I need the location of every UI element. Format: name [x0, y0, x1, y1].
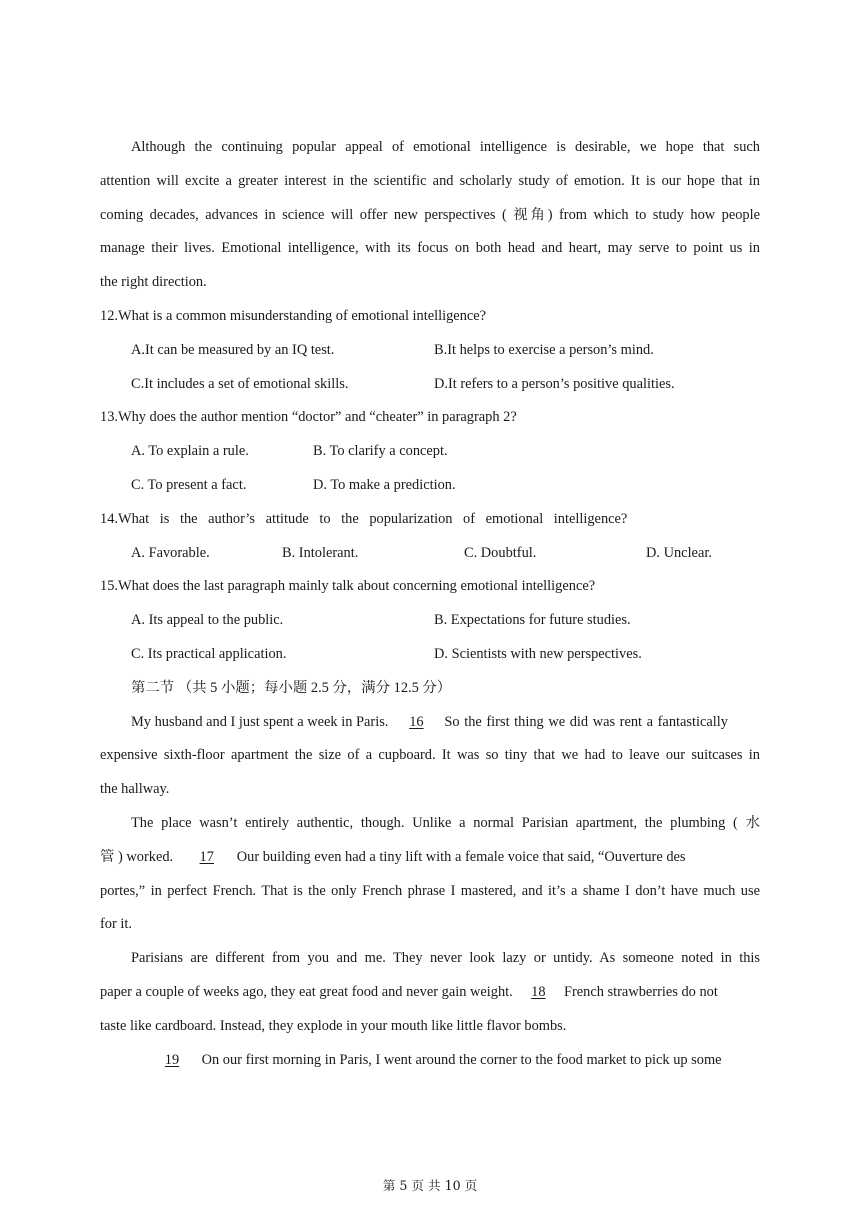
option-d: D.It refers to a person’s positive qualities. [434, 375, 675, 392]
text-segment: French strawberries do not [563, 983, 718, 1000]
option-c: C. Its practical application. [131, 645, 287, 662]
text-segment: 管 ) worked. [100, 848, 174, 865]
text-segment: So the first thing we did was rent a fantastically [444, 713, 728, 730]
option-d: D. Scientists with new perspectives. [434, 645, 642, 662]
option-b: B. Expectations for future studies. [434, 612, 631, 629]
option-row [100, 537, 760, 571]
question-stem: 14.What is the author’s attitude to the popularization of emotional intelligence? [100, 510, 628, 527]
text-segment: My husband and I just spent a week in Paris. [131, 713, 389, 730]
passage-line: the hallway. [100, 781, 170, 798]
passage-line [100, 706, 760, 740]
question-stem: 12.What is a common misunderstanding of emotional intelligence? [100, 307, 487, 324]
passage-line [100, 1044, 760, 1078]
option-c: C. Doubtful. [464, 544, 537, 561]
option-row [100, 334, 760, 368]
option-row [100, 435, 760, 469]
option-b: B.It helps to exercise a person’s mind. [434, 341, 654, 358]
text-segment: Our building even had a tiny lift with a female voice that said, “Ouverture des [236, 848, 686, 865]
option-c: C. To present a fact. [131, 476, 247, 493]
text-segment: paper a couple of weeks ago, they eat great food and never gain weight. [100, 983, 513, 1000]
option-a: A. Favorable. [131, 544, 210, 561]
passage-line: The place wasn’t entirely authentic, though. Unlike a normal Parisian apartment, the plumbing ( 水 [131, 814, 760, 831]
cloze-paragraph-2 [100, 807, 760, 942]
option-row [100, 638, 760, 672]
question-stem: 15.What does the last paragraph mainly talk about concerning emotional intelligence? [100, 578, 596, 595]
question-15 [100, 570, 760, 671]
passage-line: expensive sixth-floor apartment the size of a cupboard. It was so tiny that we had to leave our suitcases in [100, 747, 760, 764]
question-12 [100, 300, 760, 401]
passage-line: manage their lives. Emotional intelligence, with its focus on both head and heart, may serve to point us in [100, 240, 760, 257]
passage-line: taste like cardboard. Instead, they explode in your mouth like little flavor bombs. [100, 1017, 567, 1034]
passage-line: coming decades, advances in science will offer new perspectives ( 视角) from which to study how people [100, 206, 760, 223]
option-row [100, 469, 760, 503]
option-d: D. To make a prediction. [313, 476, 456, 493]
question-stem: 13.Why does the author mention “doctor” and “cheater” in paragraph 2? [100, 409, 517, 426]
cloze-paragraph-1 [100, 706, 760, 807]
question-14 [100, 503, 760, 571]
option-b: B. To clarify a concept. [313, 443, 448, 460]
passage-line: Parisians are different from you and me. They never look lazy or untidy. As someone noted in this [131, 950, 760, 967]
page-content [100, 131, 760, 1077]
passage-line: the right direction. [100, 274, 207, 291]
option-b: B. Intolerant. [282, 544, 359, 561]
blank-18: 18 [531, 983, 546, 1000]
cloze-paragraph-3 [100, 942, 760, 1043]
section-heading: 第二节 （共 5 小题；每小题 2.5 分，满分 12.5 分） [131, 679, 452, 696]
passage-paragraph [100, 131, 760, 300]
passage-line: portes,” in perfect French. That is the only French phrase I mastered, and it’s a shame I don’t have much use [100, 882, 760, 899]
cloze-paragraph-4 [100, 1044, 760, 1078]
passage-line: Although the continuing popular appeal of emotional intelligence is desirable, we hope that such [131, 139, 760, 155]
passage-line: for it. [100, 916, 132, 933]
blank-19: 19 [164, 1051, 180, 1068]
passage-line [100, 841, 760, 875]
option-a: A.It can be measured by an IQ test. [131, 341, 335, 358]
option-c: C.It includes a set of emotional skills. [131, 375, 349, 392]
text-segment: On our first morning in Paris, I went around the corner to the food market to pick up some [201, 1051, 722, 1068]
option-row [100, 368, 760, 402]
blank-17: 17 [199, 848, 214, 865]
option-row [100, 604, 760, 638]
page-footer: 第 5 页 共 10 页 [382, 1178, 478, 1193]
blank-16: 16 [409, 713, 424, 730]
passage-line [100, 976, 760, 1010]
option-d: D. Unclear. [646, 544, 712, 561]
passage-line: attention will excite a greater interest in the scientific and scholarly study of emotion. It is our hope that in [100, 172, 760, 189]
option-a: A. To explain a rule. [131, 443, 249, 460]
option-a: A. Its appeal to the public. [131, 612, 284, 629]
question-13 [100, 401, 760, 502]
